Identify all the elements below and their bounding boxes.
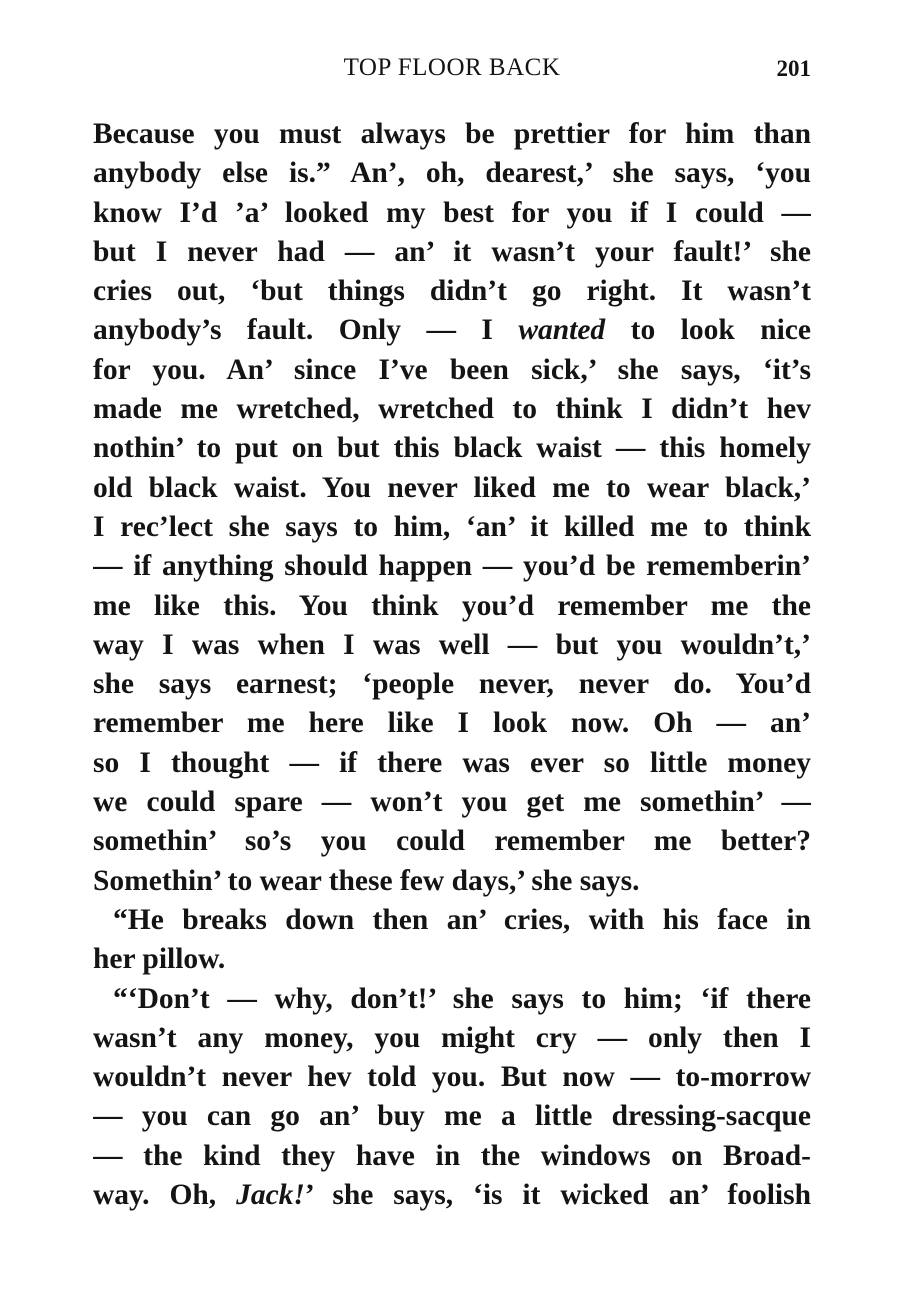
text-line: wouldn’t never hev told you. But now — to-morrow	[93, 1061, 811, 1094]
text-line: I rec’lect she says to him, ‘an’ it killed me to think	[93, 510, 811, 543]
text-line: old black waist. You never liked me to wear black,’	[93, 471, 811, 504]
text-line: for you. An’ since I’ve been sick,’ she says, ‘it’s	[93, 353, 811, 386]
text-line: — the kind they have in the windows on Broad-	[93, 1139, 811, 1172]
text-line: Somethin’ to wear these few days,’ she says.	[93, 864, 640, 897]
text-line: “‘Don’t — why, don’t!’ she says to him; ‘if there	[113, 982, 811, 1015]
text-line: “He breaks down then an’ cries, with his face in	[113, 903, 811, 936]
text-line: way I was when I was well — but you wouldn’t,’	[93, 628, 811, 661]
page-header	[93, 54, 811, 90]
text-segment: way. Oh,	[93, 1179, 237, 1212]
text-line: her pillow.	[93, 943, 226, 976]
emphasized-word: wanted	[518, 314, 606, 347]
text-line: Because you must always be prettier for him than	[93, 118, 811, 150]
page-number: 201	[776, 56, 811, 81]
text-line: nothin’ to put on but this black waist — this homely	[93, 432, 811, 465]
text-line: cries out, ‘but things didn’t go right. It wasn’t	[93, 275, 811, 308]
text-line: remember me here like I look now. Oh — an’	[93, 707, 811, 740]
running-head: TOP FLOOR BACK	[343, 54, 561, 81]
text-line: — you can go an’ buy me a little dressing-sacque	[93, 1100, 811, 1133]
text-line: but I never had — an’ it wasn’t your fault!’ she	[93, 235, 811, 268]
text-line: wasn’t any money, you might cry — only then I	[93, 1021, 811, 1054]
text-line: me like this. You think you’d remember me the	[93, 589, 811, 622]
text-line: made me wretched, wretched to think I didn’t hev	[93, 393, 811, 426]
text-segment: anybody’s fault. Only — I	[93, 314, 519, 347]
body-text	[93, 115, 811, 1215]
text-line: we could spare — won’t you get me somethin’ —	[93, 786, 811, 819]
text-segment: ’ she says, ‘is it wicked an’ foolish	[304, 1179, 811, 1212]
emphasized-word: Jack!	[236, 1179, 305, 1212]
text-line: anybody else is.” An’, oh, dearest,’ she says, ‘you	[93, 157, 811, 190]
text-line: she says earnest; ‘people never, never do. You’d	[93, 668, 811, 701]
text-line: — if anything should happen — you’d be rememberin’	[93, 550, 811, 583]
text-line	[93, 311, 811, 350]
text-line: so I thought — if there was ever so little money	[93, 746, 811, 779]
text-segment: to look nice	[605, 314, 811, 347]
text-line: somethin’ so’s you could remember me better?	[93, 825, 811, 858]
text-line: know I’d ’a’ looked my best for you if I could —	[93, 196, 811, 229]
text-line	[93, 1176, 811, 1215]
